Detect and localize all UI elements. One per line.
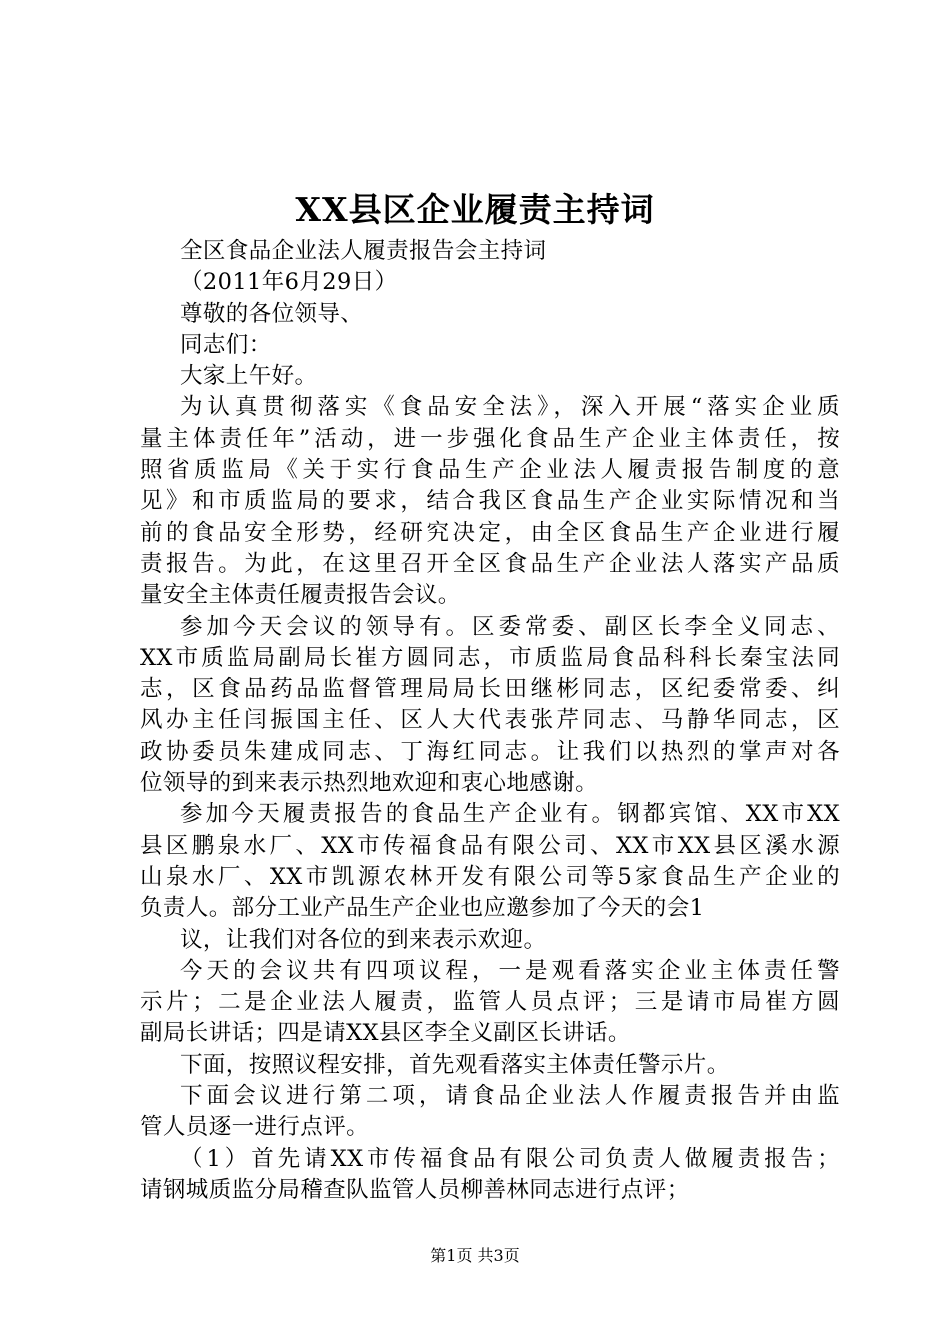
- text-line: 议，让我们对各位的到来表示欢迎。: [180, 926, 547, 953]
- text-line: 责报告。为此，在这里召开全区食品生产企业法人落实产品质: [140, 550, 840, 577]
- text-line: 大家上午好。: [180, 363, 318, 390]
- text-line: 位领导的到来表示热烈地欢迎和衷心地感谢。: [140, 770, 599, 797]
- text-line: 全区食品企业法人履责报告会主持词: [180, 238, 547, 264]
- page-footer: 第1页 共3页: [430, 1246, 520, 1265]
- text-line: 见》和市质监局的要求，结合我区食品生产企业实际情况和当: [140, 488, 840, 515]
- text-line: 同志们：: [180, 331, 272, 358]
- text-line: 管人员逐一进行点评。: [140, 1114, 370, 1141]
- text-line: 量安全主体责任履责报告会议。: [140, 582, 461, 609]
- text-line: 照省质监局《关于实行食品生产企业法人履责报告制度的意: [140, 457, 840, 484]
- text-line: 量主体责任年”活动，进一步强化食品生产企业主体责任，按: [140, 425, 840, 452]
- text-line: （1）首先请XX市传福食品有限公司负责人做履责报告；: [180, 1145, 840, 1172]
- text-line: 风办主任闫振国主任、区人大代表张芹同志、马静华同志，区: [140, 707, 840, 734]
- text-line: 前的食品安全形势，经研究决定，由全区食品生产企业进行履: [140, 519, 840, 546]
- text-line: 参加今天会议的领导有。区委常委、副区长李全义同志、: [180, 613, 840, 640]
- text-line: 下面会议进行第二项，请食品企业法人作履责报告并由监: [180, 1083, 840, 1110]
- text-line: 下面，按照议程安排，首先观看落实主体责任警示片。: [180, 1051, 730, 1078]
- text-line: 山泉水厂、XX市凯源农林开发有限公司等5家食品生产企业的: [140, 863, 840, 890]
- document-body: [140, 236, 840, 1206]
- text-line: 请钢城质监分局稽查队监管人员柳善林同志进行点评；: [140, 1176, 690, 1203]
- text-line: 示片；二是企业法人履责，监管人员点评；三是请市局崔方圆: [140, 989, 840, 1016]
- text-line: 负责人。部分工业产品生产企业也应邀参加了今天的会1: [140, 895, 705, 922]
- document-title: XX县区企业履责主持词: [295, 190, 655, 229]
- text-line: （2011年6月29日）: [180, 269, 398, 296]
- text-line: 今天的会议共有四项议程，一是观看落实企业主体责任警: [180, 957, 840, 984]
- text-line: XX市质监局副局长崔方圆同志，市质监局食品科科长秦宝法同: [140, 644, 840, 671]
- text-line: 政协委员朱建成同志、丁海红同志。让我们以热烈的掌声对各: [140, 738, 840, 765]
- text-line: 参加今天履责报告的食品生产企业有。钢都宾馆、XX市XX: [180, 801, 840, 828]
- text-line: 副局长讲话；四是请XX县区李全义副区长讲话。: [140, 1020, 631, 1047]
- text-line: 为认真贯彻落实《食品安全法》，深入开展“落实企业质: [180, 394, 840, 421]
- text-line: 尊敬的各位领导、: [180, 300, 364, 327]
- text-line: 志，区食品药品监督管理局局长田继彬同志，区纪委常委、纠: [140, 676, 840, 703]
- text-line: 县区鹏泉水厂、XX市传福食品有限公司、XX市XX县区溪水源: [140, 832, 840, 859]
